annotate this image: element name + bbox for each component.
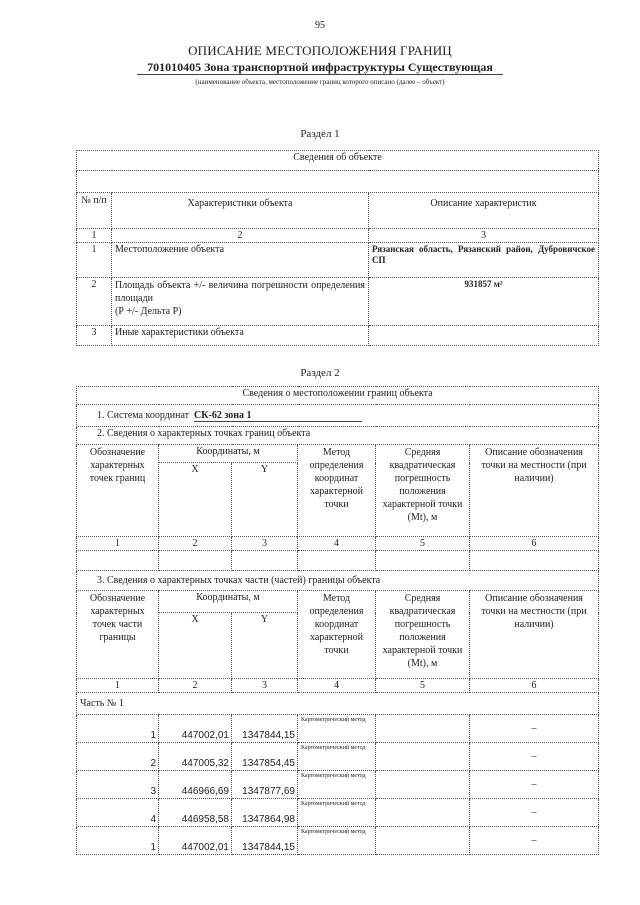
row-number: 2 — [77, 278, 112, 326]
point-number: 1 — [77, 827, 159, 855]
point-y: 1347877,69 — [232, 771, 298, 799]
row-characteristic — [112, 278, 369, 326]
point-y: 1347854,45 — [232, 743, 298, 771]
header-method: Метод определения координат характерной точки — [298, 591, 376, 679]
table-row — [77, 278, 599, 326]
part-points-section-title: 3. Сведения о характерных точках части (частей) границы объекта — [77, 571, 599, 591]
header-y: Y — [232, 463, 298, 537]
coordinate-system-value: СК-62 зона 1 — [194, 410, 362, 422]
point-x: 447002,01 — [159, 827, 232, 855]
index-cell: 3 — [232, 537, 298, 551]
point-x: 446966,69 — [159, 771, 232, 799]
point-accuracy — [376, 771, 470, 799]
row-number: 3 — [77, 326, 112, 346]
point-method: Картометрический метод — [298, 799, 376, 827]
section2-title: Раздел 2 — [300, 367, 340, 379]
header-point-description: Описание обозначения точки на местности (при наличии) — [470, 591, 599, 679]
header-characteristics: Характеристики объекта — [112, 193, 369, 229]
point-accuracy — [376, 715, 470, 743]
point-y: 1347844,15 — [232, 827, 298, 855]
header-number: № п/п — [77, 193, 112, 229]
area-formula: (Р +/- Дельта Р) — [115, 306, 182, 317]
point-method: Картометрический метод — [298, 771, 376, 799]
index-cell: 3 — [369, 229, 599, 243]
header-x: X — [159, 613, 232, 679]
boundary-table-title: Сведения о местоположении границ объекта — [77, 387, 599, 405]
header-x: X — [159, 463, 232, 537]
point-number: 4 — [77, 799, 159, 827]
empty-cell — [376, 551, 470, 571]
empty-row — [77, 171, 599, 193]
header-coordinates: Координаты, м — [159, 445, 298, 463]
table-row — [77, 326, 599, 346]
empty-cell — [159, 551, 232, 571]
row-description: 931857 м² — [369, 278, 599, 326]
header-accuracy: Средняя квадратическая погрешность положения характерной точки (Mt), м — [376, 445, 470, 537]
empty-cell — [298, 551, 376, 571]
header-designation-part: Обозначение характерных точек части границы — [77, 591, 159, 679]
point-accuracy — [376, 743, 470, 771]
table-row — [77, 715, 599, 743]
object-info-table-title: Сведения об объекте — [77, 151, 599, 171]
point-number: 3 — [77, 771, 159, 799]
index-cell: 2 — [159, 679, 232, 693]
area-characteristic: Площадь объекта +/- величина погрешности определения площади — [115, 280, 365, 304]
empty-cell — [470, 551, 599, 571]
point-y: 1347844,15 — [232, 715, 298, 743]
row-number: 1 — [77, 243, 112, 278]
object-name — [0, 60, 640, 75]
point-method: Картометрический метод — [298, 715, 376, 743]
point-accuracy — [376, 799, 470, 827]
row-characteristic: Местоположение объекта — [112, 243, 369, 278]
header-accuracy: Средняя квадратическая погрешность положения характерной точки (Mt), м — [376, 591, 470, 679]
table-row — [77, 827, 599, 855]
document-title: ОПИСАНИЕ МЕСТОПОЛОЖЕНИЯ ГРАНИЦ — [188, 43, 452, 58]
header-designation: Обозначение характерных точек границ — [77, 445, 159, 537]
point-accuracy — [376, 827, 470, 855]
object-info-table — [76, 150, 599, 346]
table-row — [77, 771, 599, 799]
point-description: – — [470, 715, 599, 743]
boundary-location-table — [76, 386, 599, 855]
index-cell: 2 — [159, 537, 232, 551]
point-y: 1347864,98 — [232, 799, 298, 827]
header-method: Метод определения координат характерной точки — [298, 445, 376, 537]
index-cell: 1 — [77, 537, 159, 551]
index-cell: 6 — [470, 679, 599, 693]
coordinate-system-row — [77, 405, 599, 427]
row-description — [369, 326, 599, 346]
index-cell: 5 — [376, 537, 470, 551]
index-cell: 4 — [298, 537, 376, 551]
header-coordinates: Координаты, м — [159, 591, 298, 613]
header-point-description: Описание обозначения точки на местности (при наличии) — [470, 445, 599, 537]
section1-title: Раздел 1 — [300, 128, 340, 140]
index-cell: 2 — [112, 229, 369, 243]
index-cell: 3 — [232, 679, 298, 693]
coordinate-system-label: 1. Система координат — [97, 410, 190, 421]
header-description: Описание характеристик — [369, 193, 599, 229]
empty-cell — [232, 551, 298, 571]
table-row — [77, 799, 599, 827]
point-x: 446958,58 — [159, 799, 232, 827]
point-method: Картометрический метод — [298, 743, 376, 771]
page-number: 95 — [315, 20, 325, 31]
table-row — [77, 243, 599, 278]
point-description: – — [470, 799, 599, 827]
point-method: Картометрический метод — [298, 827, 376, 855]
index-cell: 4 — [298, 679, 376, 693]
point-number: 1 — [77, 715, 159, 743]
row-description: Рязанская область, Рязанский район, Дубровичское СП — [369, 243, 599, 278]
empty-cell — [77, 551, 159, 571]
object-name-text: 701010405 Зона транспортной инфраструктуры Существующая — [137, 60, 503, 75]
point-x: 447002,01 — [159, 715, 232, 743]
part-label: Часть № 1 — [77, 693, 599, 715]
table-row — [77, 743, 599, 771]
row-characteristic: Иные характеристики объекта — [112, 326, 369, 346]
index-cell: 1 — [77, 229, 112, 243]
header-y: Y — [232, 613, 298, 679]
index-cell: 1 — [77, 679, 159, 693]
empty-row — [77, 551, 599, 571]
points-section-title: 2. Сведения о характерных точках границ объекта — [77, 427, 599, 445]
index-cell: 6 — [470, 537, 599, 551]
point-number: 2 — [77, 743, 159, 771]
point-description: – — [470, 771, 599, 799]
point-description: – — [470, 827, 599, 855]
index-cell: 5 — [376, 679, 470, 693]
object-caption: (наименование объекта, местоположение границ которого описано (далее – объект) — [195, 78, 445, 86]
point-x: 447005,32 — [159, 743, 232, 771]
point-description: – — [470, 743, 599, 771]
